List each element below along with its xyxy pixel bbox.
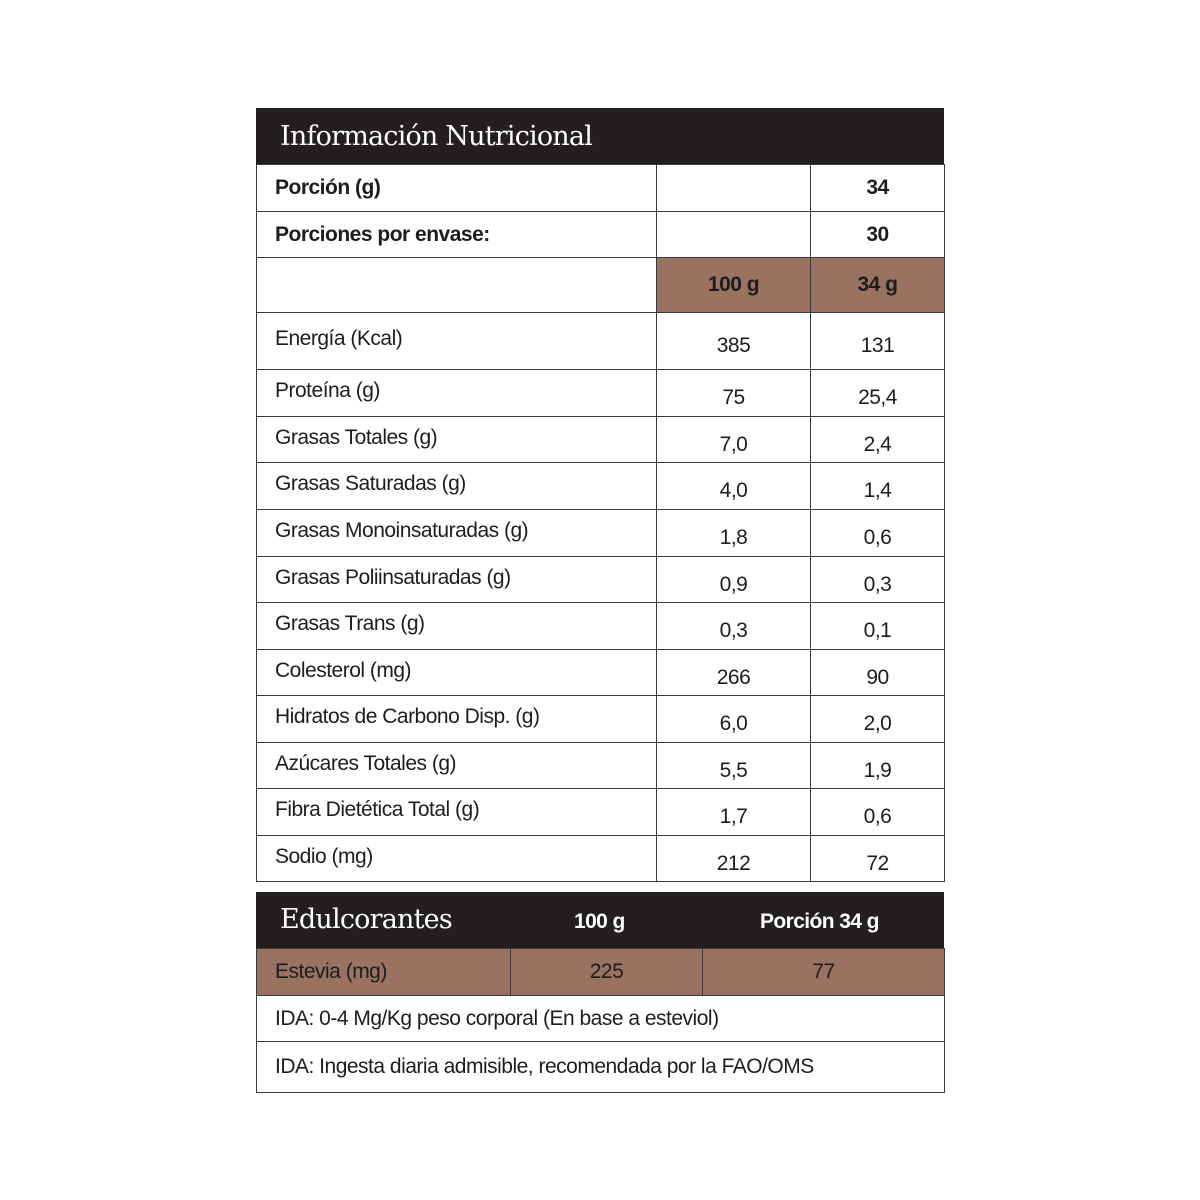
column-header-portion: 34 g: [811, 258, 945, 313]
nutrient-row: [257, 836, 945, 882]
sweetener-label: Estevia (mg): [257, 949, 511, 996]
nutrient-label: Grasas Saturadas (g): [257, 463, 657, 510]
nutrient-row: [257, 696, 945, 743]
sweeteners-header: [256, 892, 944, 948]
nutrient-label: Hidratos de Carbono Disp. (g): [257, 696, 657, 743]
nutrient-value-portion: 1,9: [811, 743, 945, 789]
nutrient-label: Grasas Poliinsaturadas (g): [257, 557, 657, 603]
nutrient-value-100g: 385: [657, 313, 811, 370]
nutrient-label: Grasas Monoinsaturadas (g): [257, 510, 657, 557]
nutrient-value-portion: 0,1: [811, 603, 945, 650]
nutrient-label: Grasas Totales (g): [257, 417, 657, 463]
nutrient-row: [257, 603, 945, 650]
nutrient-value-100g: 75: [657, 370, 811, 417]
ida-note-row: [257, 996, 945, 1042]
nutrition-title-bar: [256, 108, 944, 164]
sweetener-row: [257, 949, 945, 996]
ida-note: IDA: 0-4 Mg/Kg peso corporal (En base a esteviol): [257, 996, 945, 1042]
sweeteners-header-portion: Porción 34 g: [760, 910, 879, 933]
sweeteners-panel: [256, 892, 944, 1093]
nutrient-row: [257, 463, 945, 510]
nutrient-value-portion: 131: [811, 313, 945, 370]
nutrient-value-portion: 0,6: [811, 789, 945, 836]
servings-per-container-row: [257, 212, 945, 258]
nutrient-value-portion: 0,3: [811, 557, 945, 603]
sweeteners-title: Edulcorantes: [280, 904, 452, 935]
column-header-empty-cell: [257, 258, 657, 313]
column-header-100g: 100 g: [657, 258, 811, 313]
serving-size-row: [257, 165, 945, 212]
nutrient-row: [257, 789, 945, 836]
servings-per-container-empty-cell: [657, 212, 811, 258]
sweeteners-table: [256, 948, 945, 1093]
servings-per-container-value: 30: [811, 212, 945, 258]
ida-definition-note: IDA: Ingesta diaria admisible, recomendada por la FAO/OMS: [257, 1042, 945, 1093]
nutrient-label: Sodio (mg): [257, 836, 657, 882]
nutrition-table: [256, 164, 945, 882]
nutrient-row: [257, 510, 945, 557]
nutrient-value-100g: 7,0: [657, 417, 811, 463]
nutrient-label: Azúcares Totales (g): [257, 743, 657, 789]
nutrient-value-portion: 2,4: [811, 417, 945, 463]
nutrient-label: Grasas Trans (g): [257, 603, 657, 650]
nutrient-label: Fibra Dietética Total (g): [257, 789, 657, 836]
serving-size-value: 34: [811, 165, 945, 212]
nutrient-row: [257, 557, 945, 603]
nutrient-value-100g: 0,9: [657, 557, 811, 603]
nutrient-value-portion: 1,4: [811, 463, 945, 510]
nutrition-title: Información Nutricional: [280, 120, 593, 152]
nutrient-row: [257, 417, 945, 463]
sweetener-per-portion: 77: [703, 949, 945, 996]
nutrient-value-100g: 1,7: [657, 789, 811, 836]
servings-per-container-label: Porciones por envase:: [257, 212, 657, 258]
nutrient-value-100g: 6,0: [657, 696, 811, 743]
nutrient-label: Proteína (g): [257, 370, 657, 417]
serving-size-label: Porción (g): [257, 165, 657, 212]
nutrient-row: [257, 650, 945, 696]
nutrient-value-100g: 4,0: [657, 463, 811, 510]
nutrient-value-portion: 2,0: [811, 696, 945, 743]
nutrient-value-portion: 25,4: [811, 370, 945, 417]
nutrient-value-portion: 72: [811, 836, 945, 882]
nutrient-row: [257, 370, 945, 417]
sweetener-per-100g: 225: [511, 949, 703, 996]
ida-definition-row: [257, 1042, 945, 1093]
nutrient-value-portion: 90: [811, 650, 945, 696]
nutrient-value-100g: 212: [657, 836, 811, 882]
nutrient-value-100g: 5,5: [657, 743, 811, 789]
sweeteners-header-100g: 100 g: [574, 910, 625, 933]
nutrient-row: [257, 313, 945, 370]
column-header-row: [257, 258, 945, 313]
nutrient-label: Colesterol (mg): [257, 650, 657, 696]
nutrient-value-100g: 266: [657, 650, 811, 696]
nutrition-panel: [256, 108, 944, 882]
serving-size-empty-cell: [657, 165, 811, 212]
nutrient-value-portion: 0,6: [811, 510, 945, 557]
nutrient-value-100g: 1,8: [657, 510, 811, 557]
nutrient-label: Energía (Kcal): [257, 313, 657, 370]
nutrient-row: [257, 743, 945, 789]
nutrient-value-100g: 0,3: [657, 603, 811, 650]
